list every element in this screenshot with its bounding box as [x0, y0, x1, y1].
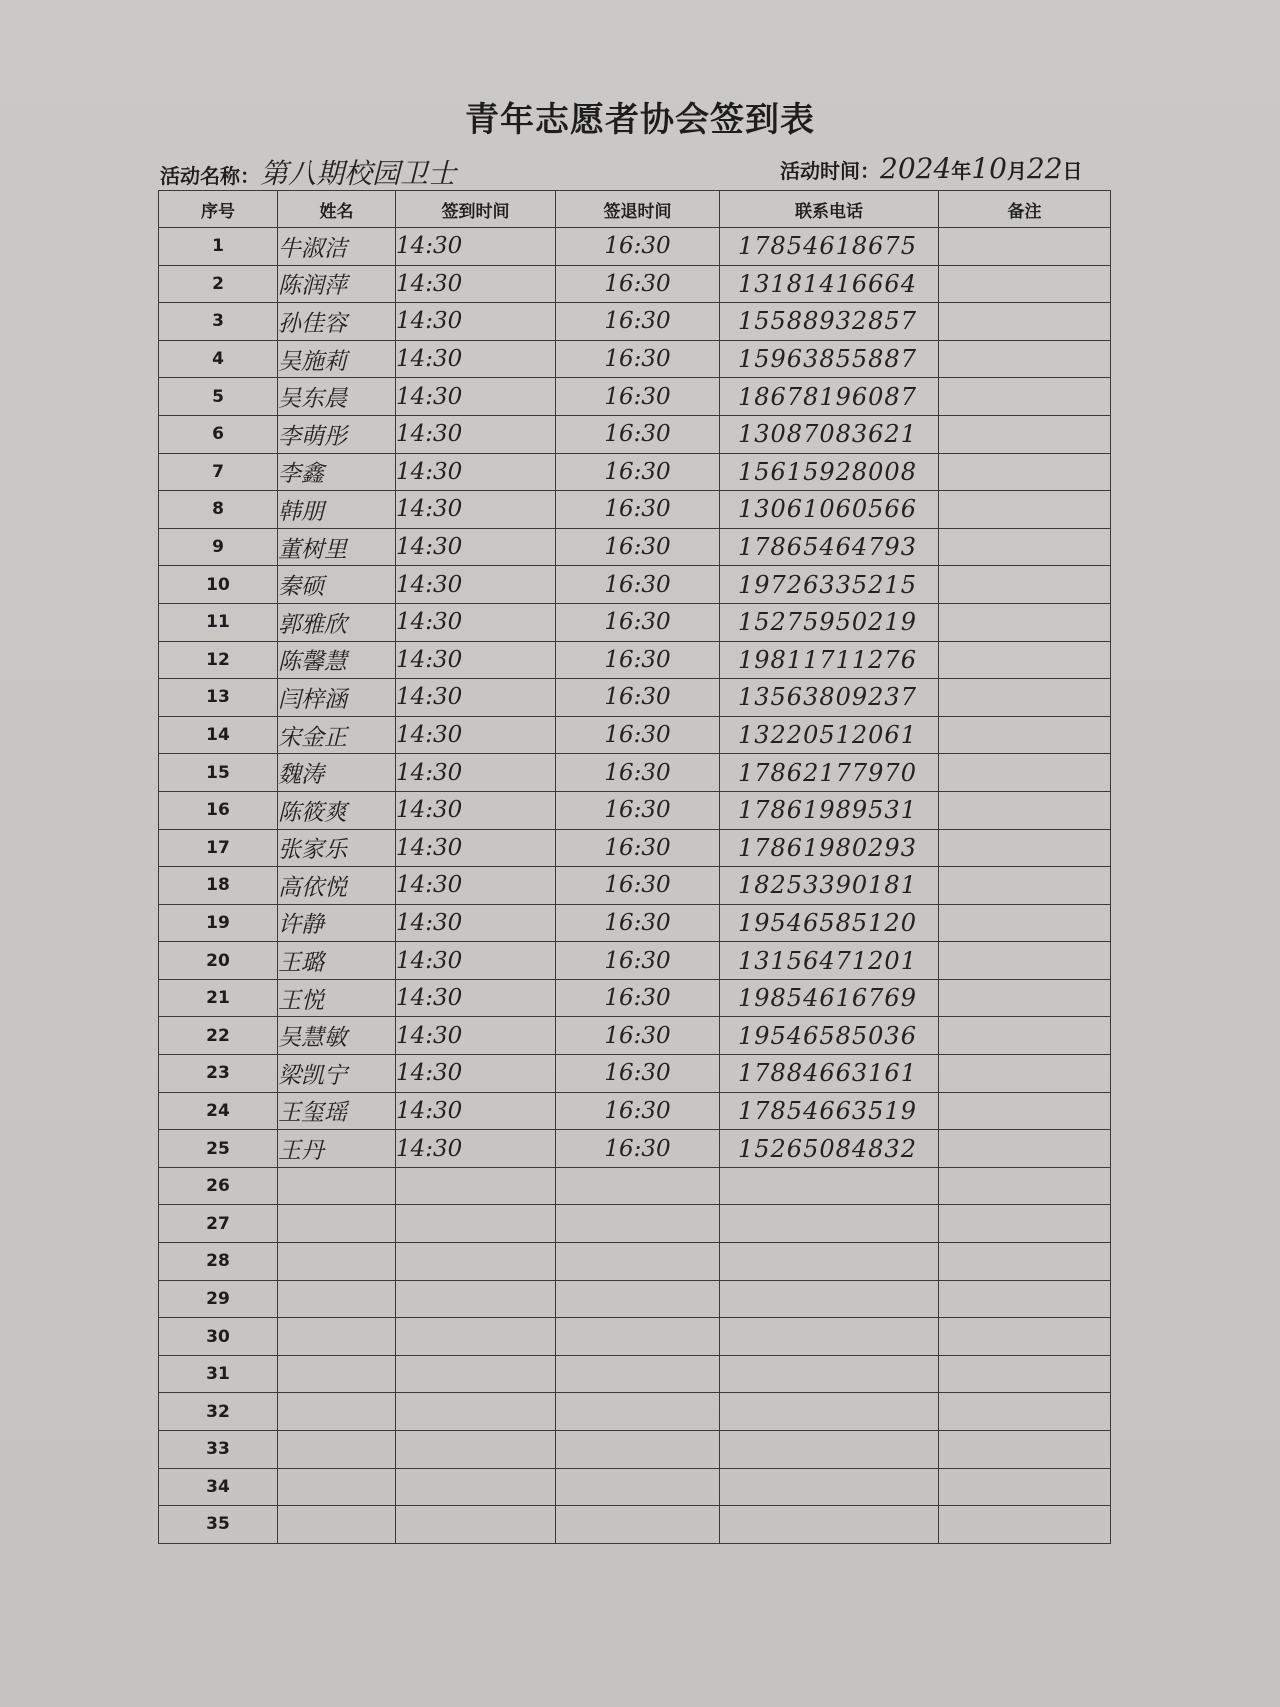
row-sign-in-time	[396, 1468, 556, 1506]
year-char: 年	[951, 159, 972, 183]
row-note	[939, 453, 1111, 491]
row-sign-out-time: 16:30	[556, 453, 720, 491]
table-row	[159, 1167, 1111, 1205]
row-phone	[720, 1167, 939, 1205]
row-name: 王丹	[278, 1130, 396, 1168]
row-phone: 13181416664	[720, 265, 939, 303]
row-note	[939, 1017, 1111, 1055]
row-name	[278, 1318, 396, 1356]
table-row	[159, 1506, 1111, 1544]
header-note: 备注	[939, 191, 1111, 228]
row-phone: 18678196087	[720, 378, 939, 416]
row-sign-out-time	[556, 1355, 720, 1393]
row-name: 秦硕	[278, 566, 396, 604]
row-sign-in-time: 14:30	[396, 791, 556, 829]
row-sign-in-time: 14:30	[396, 942, 556, 980]
row-sign-out-time: 16:30	[556, 566, 720, 604]
row-note	[939, 1318, 1111, 1356]
row-phone	[720, 1243, 939, 1281]
table-row	[159, 754, 1111, 792]
row-serial: 11	[159, 603, 278, 641]
row-sign-out-time	[556, 1393, 720, 1431]
row-serial: 29	[159, 1280, 278, 1318]
row-serial: 12	[159, 641, 278, 679]
header-phone: 联系电话	[720, 191, 939, 228]
table-row	[159, 228, 1111, 266]
row-sign-in-time: 14:30	[396, 378, 556, 416]
row-note	[939, 340, 1111, 378]
row-sign-out-time: 16:30	[556, 1017, 720, 1055]
row-serial: 4	[159, 340, 278, 378]
row-serial: 33	[159, 1431, 278, 1469]
row-name: 吴施莉	[278, 340, 396, 378]
table-row	[159, 603, 1111, 641]
row-sign-out-time: 16:30	[556, 979, 720, 1017]
row-sign-out-time	[556, 1431, 720, 1469]
row-note	[939, 1055, 1111, 1093]
row-sign-in-time	[396, 1506, 556, 1544]
activity-name-value: 第八期校园卫士	[260, 157, 457, 190]
row-sign-out-time: 16:30	[556, 378, 720, 416]
row-name	[278, 1431, 396, 1469]
row-sign-in-time: 14:30	[396, 415, 556, 453]
activity-time-label: 活动时间：	[780, 159, 880, 183]
row-name: 陈润萍	[278, 265, 396, 303]
row-serial: 8	[159, 491, 278, 529]
activity-day: 22	[1026, 152, 1063, 185]
row-sign-in-time: 14:30	[396, 754, 556, 792]
row-name: 吴慧敏	[278, 1017, 396, 1055]
row-name: 孙佳容	[278, 303, 396, 341]
row-sign-in-time: 14:30	[396, 566, 556, 604]
row-sign-in-time: 14:30	[396, 491, 556, 529]
table-row	[159, 1355, 1111, 1393]
activity-month: 10	[971, 152, 1007, 185]
row-note	[939, 867, 1111, 905]
row-serial: 30	[159, 1318, 278, 1356]
table-row	[159, 1130, 1111, 1168]
table-row	[159, 979, 1111, 1017]
month-char: 月	[1006, 159, 1027, 183]
table-header-row	[159, 191, 1111, 228]
table-row	[159, 303, 1111, 341]
row-phone: 19854616769	[720, 979, 939, 1017]
row-sign-out-time: 16:30	[556, 1092, 720, 1130]
row-phone	[720, 1205, 939, 1243]
row-sign-out-time: 16:30	[556, 603, 720, 641]
row-serial: 34	[159, 1468, 278, 1506]
row-sign-out-time: 16:30	[556, 641, 720, 679]
row-serial: 15	[159, 754, 278, 792]
row-serial: 18	[159, 867, 278, 905]
row-name: 魏涛	[278, 754, 396, 792]
header-serial: 序号	[159, 191, 278, 228]
table-row	[159, 1431, 1111, 1469]
row-sign-out-time: 16:30	[556, 1055, 720, 1093]
row-phone	[720, 1468, 939, 1506]
row-sign-in-time: 14:30	[396, 679, 556, 717]
row-name: 张家乐	[278, 829, 396, 867]
row-note	[939, 829, 1111, 867]
table-row	[159, 1243, 1111, 1281]
row-name: 陈筱爽	[278, 791, 396, 829]
table-row	[159, 679, 1111, 717]
table-row	[159, 1055, 1111, 1093]
row-sign-out-time	[556, 1318, 720, 1356]
row-phone	[720, 1280, 939, 1318]
row-sign-in-time: 14:30	[396, 979, 556, 1017]
row-sign-in-time: 14:30	[396, 228, 556, 266]
row-sign-in-time: 14:30	[396, 340, 556, 378]
activity-name-line	[160, 152, 456, 192]
row-sign-in-time: 14:30	[396, 265, 556, 303]
row-name: 高依悦	[278, 867, 396, 905]
row-note	[939, 904, 1111, 942]
row-phone	[720, 1393, 939, 1431]
row-serial: 23	[159, 1055, 278, 1093]
row-phone: 15615928008	[720, 453, 939, 491]
row-sign-in-time: 14:30	[396, 303, 556, 341]
row-note	[939, 1205, 1111, 1243]
row-name	[278, 1280, 396, 1318]
row-sign-out-time: 16:30	[556, 340, 720, 378]
row-name: 韩朋	[278, 491, 396, 529]
row-serial: 21	[159, 979, 278, 1017]
row-sign-out-time: 16:30	[556, 303, 720, 341]
row-note	[939, 415, 1111, 453]
row-name: 王悦	[278, 979, 396, 1017]
row-phone: 13563809237	[720, 679, 939, 717]
row-note	[939, 378, 1111, 416]
row-sign-in-time: 14:30	[396, 641, 556, 679]
row-sign-out-time	[556, 1167, 720, 1205]
row-sign-out-time: 16:30	[556, 942, 720, 980]
table-row	[159, 415, 1111, 453]
row-phone: 13087083621	[720, 415, 939, 453]
row-sign-in-time: 14:30	[396, 603, 556, 641]
row-phone	[720, 1355, 939, 1393]
row-name: 陈馨慧	[278, 641, 396, 679]
table-row	[159, 1468, 1111, 1506]
row-sign-out-time: 16:30	[556, 415, 720, 453]
row-serial: 31	[159, 1355, 278, 1393]
row-phone: 13220512061	[720, 716, 939, 754]
table-row	[159, 867, 1111, 905]
row-phone: 17884663161	[720, 1055, 939, 1093]
row-serial: 25	[159, 1130, 278, 1168]
row-sign-out-time	[556, 1468, 720, 1506]
row-name	[278, 1468, 396, 1506]
row-phone: 19726335215	[720, 566, 939, 604]
attendance-table	[158, 190, 1111, 1544]
row-sign-out-time: 16:30	[556, 228, 720, 266]
row-sign-in-time: 14:30	[396, 1055, 556, 1093]
row-sign-out-time: 16:30	[556, 679, 720, 717]
row-phone	[720, 1318, 939, 1356]
row-name: 王璐	[278, 942, 396, 980]
table-row	[159, 1318, 1111, 1356]
activity-name-label: 活动名称：	[160, 164, 260, 188]
row-phone: 17854618675	[720, 228, 939, 266]
row-note	[939, 791, 1111, 829]
row-note	[939, 1167, 1111, 1205]
row-serial: 17	[159, 829, 278, 867]
table-row	[159, 453, 1111, 491]
row-name	[278, 1506, 396, 1544]
row-note	[939, 716, 1111, 754]
row-serial: 35	[159, 1506, 278, 1544]
row-name: 郭雅欣	[278, 603, 396, 641]
row-sign-out-time: 16:30	[556, 265, 720, 303]
activity-year: 2024	[880, 152, 952, 185]
row-sign-out-time: 16:30	[556, 791, 720, 829]
day-char: 日	[1062, 159, 1083, 183]
row-note	[939, 1243, 1111, 1281]
row-note	[939, 1092, 1111, 1130]
row-serial: 6	[159, 415, 278, 453]
row-serial: 24	[159, 1092, 278, 1130]
row-name	[278, 1355, 396, 1393]
table-row	[159, 1017, 1111, 1055]
row-serial: 27	[159, 1205, 278, 1243]
table-row	[159, 491, 1111, 529]
row-phone: 17862177970	[720, 754, 939, 792]
row-name: 王玺瑶	[278, 1092, 396, 1130]
row-sign-in-time: 14:30	[396, 528, 556, 566]
row-name	[278, 1167, 396, 1205]
row-serial: 26	[159, 1167, 278, 1205]
table-row	[159, 340, 1111, 378]
row-sign-in-time: 14:30	[396, 867, 556, 905]
row-name: 梁凯宁	[278, 1055, 396, 1093]
row-note	[939, 228, 1111, 266]
row-serial: 3	[159, 303, 278, 341]
row-sign-in-time	[396, 1205, 556, 1243]
table-row	[159, 1092, 1111, 1130]
row-note	[939, 603, 1111, 641]
row-sign-out-time	[556, 1280, 720, 1318]
table-row	[159, 942, 1111, 980]
header-name: 姓名	[278, 191, 396, 228]
row-phone	[720, 1431, 939, 1469]
header-sign-out-time: 签退时间	[556, 191, 720, 228]
row-name: 吴东晨	[278, 378, 396, 416]
row-note	[939, 1506, 1111, 1544]
row-name: 牛淑洁	[278, 228, 396, 266]
sheet-title: 青年志愿者协会签到表	[465, 100, 815, 140]
row-serial: 9	[159, 528, 278, 566]
row-sign-in-time	[396, 1280, 556, 1318]
row-sign-out-time: 16:30	[556, 528, 720, 566]
row-note	[939, 566, 1111, 604]
row-note	[939, 1393, 1111, 1431]
row-serial: 7	[159, 453, 278, 491]
row-note	[939, 1431, 1111, 1469]
table-row	[159, 566, 1111, 604]
row-sign-in-time: 14:30	[396, 829, 556, 867]
table-row	[159, 791, 1111, 829]
row-sign-in-time	[396, 1431, 556, 1469]
row-serial: 16	[159, 791, 278, 829]
table-row	[159, 641, 1111, 679]
row-phone: 15265084832	[720, 1130, 939, 1168]
row-phone: 19546585036	[720, 1017, 939, 1055]
row-phone: 19811711276	[720, 641, 939, 679]
row-sign-in-time: 14:30	[396, 904, 556, 942]
row-serial: 10	[159, 566, 278, 604]
activity-time-line	[780, 152, 1083, 185]
row-sign-out-time: 16:30	[556, 829, 720, 867]
row-note	[939, 679, 1111, 717]
row-name: 李鑫	[278, 453, 396, 491]
table-row	[159, 904, 1111, 942]
row-serial: 5	[159, 378, 278, 416]
row-note	[939, 1130, 1111, 1168]
row-phone: 15275950219	[720, 603, 939, 641]
row-note	[939, 979, 1111, 1017]
row-note	[939, 1280, 1111, 1318]
row-note	[939, 754, 1111, 792]
row-sign-in-time	[396, 1393, 556, 1431]
row-note	[939, 1468, 1111, 1506]
row-phone: 18253390181	[720, 867, 939, 905]
row-phone: 13061060566	[720, 491, 939, 529]
row-phone	[720, 1506, 939, 1544]
table-row	[159, 528, 1111, 566]
row-note	[939, 491, 1111, 529]
row-sign-out-time: 16:30	[556, 867, 720, 905]
row-sign-in-time	[396, 1167, 556, 1205]
row-sign-in-time: 14:30	[396, 716, 556, 754]
row-phone: 17854663519	[720, 1092, 939, 1130]
row-serial: 19	[159, 904, 278, 942]
row-sign-out-time: 16:30	[556, 754, 720, 792]
row-sign-out-time	[556, 1506, 720, 1544]
row-note	[939, 528, 1111, 566]
header-sign-in-time: 签到时间	[396, 191, 556, 228]
row-sign-in-time: 14:30	[396, 453, 556, 491]
row-note	[939, 1355, 1111, 1393]
row-phone: 17861989531	[720, 791, 939, 829]
row-sign-in-time	[396, 1243, 556, 1281]
row-serial: 20	[159, 942, 278, 980]
row-serial: 22	[159, 1017, 278, 1055]
row-sign-in-time	[396, 1355, 556, 1393]
table-row	[159, 1393, 1111, 1431]
row-note	[939, 942, 1111, 980]
row-name	[278, 1243, 396, 1281]
row-name: 许静	[278, 904, 396, 942]
row-name	[278, 1393, 396, 1431]
row-serial: 13	[159, 679, 278, 717]
row-sign-out-time: 16:30	[556, 904, 720, 942]
table-row	[159, 265, 1111, 303]
row-phone: 17865464793	[720, 528, 939, 566]
row-sign-out-time: 16:30	[556, 1130, 720, 1168]
row-phone: 17861980293	[720, 829, 939, 867]
row-sign-in-time: 14:30	[396, 1017, 556, 1055]
table-row	[159, 378, 1111, 416]
row-name: 闫梓涵	[278, 679, 396, 717]
row-sign-in-time	[396, 1318, 556, 1356]
row-serial: 1	[159, 228, 278, 266]
row-phone: 15963855887	[720, 340, 939, 378]
row-sign-out-time: 16:30	[556, 716, 720, 754]
row-name	[278, 1205, 396, 1243]
row-phone: 13156471201	[720, 942, 939, 980]
row-phone: 15588932857	[720, 303, 939, 341]
row-note	[939, 303, 1111, 341]
row-serial: 32	[159, 1393, 278, 1431]
row-note	[939, 641, 1111, 679]
table-row	[159, 1205, 1111, 1243]
row-sign-in-time: 14:30	[396, 1130, 556, 1168]
row-serial: 14	[159, 716, 278, 754]
row-sign-in-time: 14:30	[396, 1092, 556, 1130]
row-phone: 19546585120	[720, 904, 939, 942]
row-serial: 2	[159, 265, 278, 303]
row-name: 董树里	[278, 528, 396, 566]
table-row	[159, 1280, 1111, 1318]
row-sign-out-time: 16:30	[556, 491, 720, 529]
table-row	[159, 829, 1111, 867]
row-name: 宋金正	[278, 716, 396, 754]
row-serial: 28	[159, 1243, 278, 1281]
row-note	[939, 265, 1111, 303]
row-name: 李萌彤	[278, 415, 396, 453]
row-sign-out-time	[556, 1205, 720, 1243]
row-sign-out-time	[556, 1243, 720, 1281]
table-row	[159, 716, 1111, 754]
